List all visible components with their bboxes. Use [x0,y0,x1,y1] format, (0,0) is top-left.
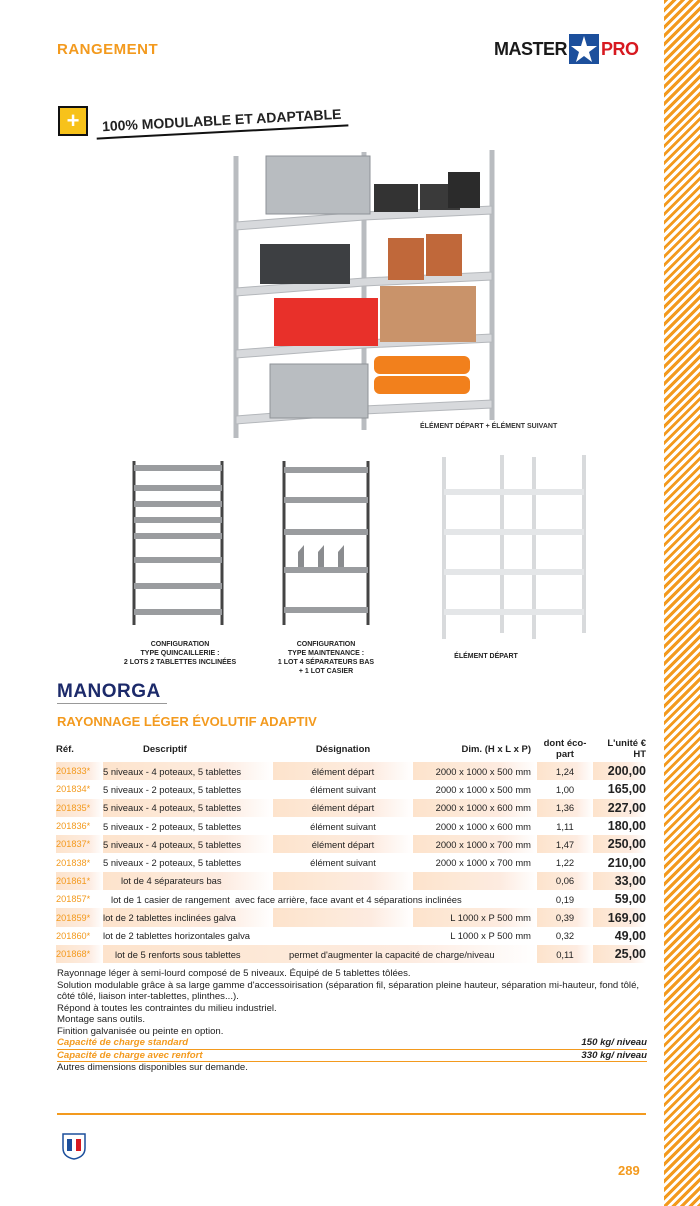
product-notes [57,968,647,1074]
capacity-standard: Capacité de charge standard 150 kg/ niveau [57,1037,647,1048]
caption-config-2: CONFIGURATION TYPE MAINTENANCE : 1 LOT 4 SÉPARATEURS BAS + 1 LOT CASIER [277,641,375,675]
note-line: Montage sans outils. [57,1014,145,1025]
table-header [56,738,646,762]
note-line: Solution modulable grâce à sa large gamme d'accessoirisation (séparation fil, séparation pleine hauteur, séparation mi-hauteur, fond tôlé, côté tôlé, liaison inter-tablettes, plinthes...). [57,979,640,1002]
table-row: 201857* lot de 1 casier de rangement avec face arrière, face avant et 4 séparations inclinées 0,19 59,00 [56,892,646,907]
table-row: 201836* 5 niveaux - 2 poteaux, 5 tablettes élément suivant 2000 x 1000 x 600 mm 1,11 180,00 [56,819,646,834]
col-desc: Descriptif [143,743,187,755]
manorga-logo: MANORGA [57,681,161,702]
divider [57,1113,646,1115]
brand-logo [494,34,639,64]
table-row: 201834* 5 niveaux - 2 poteaux, 5 tablettes élément suivant 2000 x 1000 x 500 mm 1,00 165,00 [56,782,646,797]
table-row: 201859* lot de 2 tablettes inclinées galva L 1000 x P 500 mm 0,39 169,00 [56,908,646,926]
star-icon [569,34,599,64]
shelving-illustration [230,148,496,448]
tagline: 100% MODULABLE ET ADAPTABLE [96,103,348,139]
made-in-france-icon [60,1130,88,1160]
side-stripe [664,0,700,1206]
rack-depart-illustration [438,453,590,643]
table-row: 201837* 5 niveaux - 4 poteaux, 5 tablettes élément départ 2000 x 1000 x 700 mm 1,47 250,00 [56,835,646,853]
col-ref: Réf. [56,743,74,755]
note-line: Finition galvanisée ou peinte en option. [57,1025,224,1037]
plus-icon: + [58,106,88,136]
price-table [56,738,646,963]
col-designation: Désignation [315,743,371,755]
table-row: 201868* lot de 5 renforts sous tablettes permet d'augmenter la capacité de charge/niveau 0,11 25,00 [56,945,646,963]
table-row: 201861* lot de 4 séparateurs bas 0,06 33,00 [56,872,646,890]
page-number: 289 [618,1163,640,1178]
note-line: Répond à toutes les contraintes du milieu industriel. [57,1002,277,1014]
table-row: 201860* lot de 2 tablettes horizontales galva L 1000 x P 500 mm 0,32 49,00 [56,928,646,943]
table-row: 201835* 5 niveaux - 4 poteaux, 5 tablettes élément départ 2000 x 1000 x 600 mm 1,36 227,00 [56,799,646,817]
rack-config-2-illustration [278,457,374,627]
col-price: L'unité € HT [607,738,646,760]
caption-depart: ÉLÉMENT DÉPART [454,653,518,660]
tagline-banner [58,106,348,136]
section-title: RANGEMENT [57,41,159,58]
table-row: 201838* 5 niveaux - 2 poteaux, 5 tablettes élément suivant 2000 x 1000 x 700 mm 1,22 210,00 [56,855,646,870]
col-eco: dont éco-part [543,738,587,760]
table-row: 201833* 5 niveaux - 4 poteaux, 5 tablettes élément départ 2000 x 1000 x 500 mm 1,24 200,00 [56,762,646,780]
brand-right: PRO [601,38,639,59]
capacity-renfort: Capacité de charge avec renfort 330 kg/ niveau [57,1049,647,1061]
caption-main: ÉLÉMENT DÉPART + ÉLÉMENT SUIVANT [420,423,558,430]
logo-underline [57,703,167,707]
brand-left: MASTER [494,38,567,59]
rack-config-1-illustration [128,457,228,627]
col-dim: Dim. (H x L x P) [461,743,531,755]
product-title: RAYONNAGE LÉGER ÉVOLUTIF ADAPTIV [57,714,317,729]
note-footer: Autres dimensions disponibles sur demande. [57,1062,248,1073]
note-line: Rayonnage léger à semi-lourd composé de 5 niveaux. Équipé de 5 tablettes tôlées. [57,968,411,979]
caption-config-1: CONFIGURATION TYPE QUINCAILLERIE : 2 LOTS 2 TABLETTES INCLINÉES [123,641,237,666]
